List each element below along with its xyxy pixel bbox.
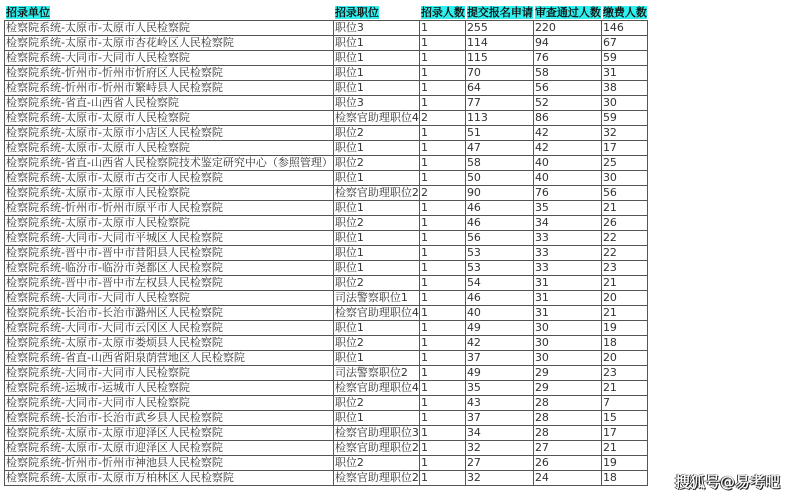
cell-paid: 146: [601, 21, 647, 36]
table-row: [5, 381, 648, 396]
cell-paid: 31: [601, 66, 647, 81]
cell-unit: 检察院系统-大同市-大同市人民检察院: [5, 396, 334, 411]
cell-approved: 42: [533, 126, 601, 141]
cell-position: 检察官助理职位2: [334, 441, 419, 454]
cell-position: 职位1: [333, 201, 419, 216]
cell-paid: 20: [601, 351, 647, 366]
cell-approved: 27: [533, 441, 601, 456]
cell-applications: 46: [465, 201, 533, 216]
cell-unit: 检察院系统-忻州市-忻州市忻府区人民检察院: [5, 66, 334, 81]
cell-position: 职位2: [333, 276, 419, 291]
cell-quota: 1: [419, 366, 465, 381]
cell-quota: 1: [419, 441, 465, 456]
table-row: [5, 231, 648, 246]
cell-applications: 49: [465, 321, 533, 336]
cell-applications: 90: [465, 186, 533, 201]
cell-applications: 51: [465, 126, 533, 141]
cell-applications: 42: [465, 336, 533, 351]
cell-quota: 1: [419, 321, 465, 336]
cell-applications: 49: [465, 366, 533, 381]
cell-position: 检察官助理职位2: [334, 186, 419, 199]
cell-paid: 17: [601, 426, 647, 441]
cell-position: 检察官助理职位2: [334, 471, 419, 484]
cell-approved: 33: [533, 246, 601, 261]
cell-approved: 28: [533, 396, 601, 411]
cell-quota: 1: [419, 231, 465, 246]
cell-position: 检察官助理职位3: [334, 426, 419, 439]
header-paid: 缴费人数: [602, 6, 647, 19]
cell-unit: 检察院系统-运城市-运城市人民检察院: [5, 381, 334, 396]
table-row: [5, 36, 648, 51]
cell-quota: 1: [419, 216, 465, 231]
cell-applications: 56: [465, 231, 533, 246]
cell-applications: 255: [465, 21, 533, 36]
cell-unit: 检察院系统-忻州市-忻州市原平市人民检察院: [5, 201, 334, 216]
cell-quota: 1: [419, 411, 465, 426]
cell-position: 检察官助理职位4: [334, 111, 419, 124]
cell-approved: 34: [533, 216, 601, 231]
cell-unit: 检察院系统-大同市-大同市人民检察院: [5, 291, 334, 306]
table-row: [5, 411, 648, 426]
cell-quota: 1: [419, 246, 465, 261]
cell-quota: 1: [419, 21, 465, 36]
cell-quota: 1: [419, 306, 465, 321]
cell-approved: 86: [533, 111, 601, 126]
cell-unit: 检察院系统-太原市-太原市人民检察院: [5, 216, 334, 231]
cell-approved: 29: [533, 366, 601, 381]
cell-position: 职位1: [333, 351, 419, 366]
cell-unit: 检察院系统-大同市-大同市云冈区人民检察院: [5, 321, 334, 336]
table-row: [5, 336, 648, 351]
cell-unit: 检察院系统-忻州市-忻州市神池县人民检察院: [5, 456, 334, 471]
cell-paid: 26: [601, 216, 647, 231]
cell-applications: 47: [465, 141, 533, 156]
cell-paid: 30: [601, 96, 647, 111]
cell-approved: 33: [533, 231, 601, 246]
cell-paid: 21: [601, 276, 647, 291]
cell-paid: 19: [601, 456, 647, 471]
cell-paid: 21: [601, 441, 647, 456]
cell-unit: 检察院系统-长治市-长治市武乡县人民检察院: [5, 411, 334, 426]
cell-approved: 30: [533, 336, 601, 351]
recruitment-table: [4, 5, 648, 486]
cell-position: 职位1: [333, 141, 419, 156]
cell-applications: 58: [465, 156, 533, 171]
cell-unit: 检察院系统-晋中市-晋中市左权县人民检察院: [5, 276, 334, 291]
cell-position: 职位1: [333, 231, 419, 246]
cell-paid: 25: [601, 156, 647, 171]
cell-paid: 20: [601, 291, 647, 306]
cell-unit: 检察院系统-太原市-太原市人民检察院: [5, 186, 334, 201]
table-row: [5, 141, 648, 156]
table-row: [5, 156, 648, 171]
cell-quota: 1: [419, 171, 465, 186]
cell-unit: 检察院系统-太原市-太原市迎泽区人民检察院: [5, 441, 334, 456]
cell-applications: 32: [465, 441, 533, 456]
cell-paid: 21: [601, 381, 647, 396]
cell-paid: 17: [601, 141, 647, 156]
cell-position: 职位1: [333, 261, 419, 276]
cell-approved: 42: [533, 141, 601, 156]
cell-paid: 19: [601, 321, 647, 336]
table-row: [5, 471, 648, 486]
cell-unit: 检察院系统-太原市-太原市万柏林区人民检察院: [5, 471, 334, 486]
cell-quota: 1: [419, 51, 465, 66]
table-row: [5, 111, 648, 126]
cell-applications: 37: [465, 351, 533, 366]
cell-unit: 检察院系统-临汾市-临汾市尧都区人民检察院: [5, 261, 334, 276]
cell-paid: 59: [601, 111, 647, 126]
table-row: [5, 186, 648, 201]
cell-position: 职位1: [333, 411, 419, 426]
cell-approved: 30: [533, 351, 601, 366]
table-row: [5, 96, 648, 111]
cell-applications: 70: [465, 66, 533, 81]
cell-quota: 1: [419, 396, 465, 411]
cell-applications: 34: [465, 426, 533, 441]
cell-quota: 1: [419, 261, 465, 276]
cell-applications: 114: [465, 36, 533, 51]
table-row: [5, 456, 648, 471]
table-row: [5, 306, 648, 321]
cell-position: 职位1: [333, 81, 419, 96]
cell-approved: 58: [533, 66, 601, 81]
cell-applications: 53: [465, 261, 533, 276]
table-row: [5, 426, 648, 441]
table-row: [5, 126, 648, 141]
cell-quota: 1: [419, 351, 465, 366]
cell-unit: 检察院系统-大同市-大同市人民检察院: [5, 366, 334, 381]
cell-unit: 检察院系统-晋中市-晋中市昔阳县人民检察院: [5, 246, 334, 261]
table-row: [5, 51, 648, 66]
table-row: [5, 351, 648, 366]
cell-quota: 1: [419, 456, 465, 471]
cell-position: 职位2: [333, 126, 419, 141]
cell-unit: 检察院系统-长治市-长治市潞州区人民检察院: [5, 306, 334, 321]
cell-quota: 1: [419, 81, 465, 96]
cell-approved: 28: [533, 426, 601, 441]
cell-quota: 1: [419, 141, 465, 156]
cell-approved: 40: [533, 171, 601, 186]
cell-unit: 检察院系统-大同市-大同市人民检察院: [5, 51, 334, 66]
cell-position: 职位2: [333, 216, 419, 231]
cell-applications: 115: [465, 51, 533, 66]
header-position: 招录职位: [333, 6, 419, 21]
cell-paid: 23: [601, 366, 647, 381]
header-quota: 招录人数: [420, 6, 465, 19]
cell-paid: 18: [601, 336, 647, 351]
cell-approved: 94: [533, 36, 601, 51]
cell-position: 职位1: [333, 66, 419, 81]
cell-applications: 113: [465, 111, 533, 126]
cell-approved: 220: [533, 21, 601, 36]
cell-unit: 检察院系统-太原市-太原市娄烦县人民检察院: [5, 336, 334, 351]
cell-position: 司法警察职位2: [333, 366, 419, 381]
table-row: [5, 291, 648, 306]
cell-quota: 1: [419, 126, 465, 141]
cell-approved: 31: [533, 306, 601, 321]
cell-unit: 检察院系统-大同市-大同市平城区人民检察院: [5, 231, 334, 246]
table-row: [5, 396, 648, 411]
cell-position: 职位1: [333, 36, 419, 51]
cell-paid: 56: [601, 186, 647, 201]
cell-quota: 1: [419, 426, 465, 441]
cell-unit: 检察院系统-太原市-太原市人民检察院: [5, 21, 334, 36]
cell-approved: 35: [533, 201, 601, 216]
table-row: [5, 366, 648, 381]
cell-paid: 18: [601, 471, 647, 486]
cell-applications: 32: [465, 471, 533, 486]
table-row: [5, 321, 648, 336]
cell-quota: 1: [419, 291, 465, 306]
cell-unit: 检察院系统-忻州市-忻州市繁峙县人民检察院: [5, 81, 334, 96]
cell-applications: 46: [465, 291, 533, 306]
table-row: [5, 21, 648, 36]
cell-position: 司法警察职位1: [333, 291, 419, 306]
cell-position: 职位2: [333, 156, 419, 171]
cell-unit: 检察院系统-太原市-太原市杏花岭区人民检察院: [5, 36, 334, 51]
cell-quota: 1: [419, 336, 465, 351]
cell-paid: 38: [601, 81, 647, 96]
cell-position: 职位2: [333, 396, 419, 411]
cell-paid: 15: [601, 411, 647, 426]
cell-approved: 28: [533, 411, 601, 426]
cell-quota: 1: [419, 96, 465, 111]
cell-position: 职位2: [333, 336, 419, 351]
table-row: [5, 171, 648, 186]
cell-position: 职位2: [333, 456, 419, 471]
cell-quota: 1: [419, 36, 465, 51]
cell-approved: 31: [533, 291, 601, 306]
cell-position: 检察官助理职位4: [334, 306, 419, 319]
cell-approved: 56: [533, 81, 601, 96]
cell-unit: 检察院系统-太原市-太原市古交市人民检察院: [5, 171, 334, 186]
cell-applications: 77: [465, 96, 533, 111]
cell-position: 职位1: [333, 321, 419, 336]
cell-approved: 76: [533, 186, 601, 201]
cell-approved: 26: [533, 456, 601, 471]
cell-position: 职位1: [333, 51, 419, 66]
cell-quota: 2: [419, 111, 465, 126]
table-row: [5, 261, 648, 276]
cell-applications: 27: [465, 456, 533, 471]
cell-quota: 1: [419, 66, 465, 81]
cell-approved: 30: [533, 321, 601, 336]
table-row: [5, 441, 648, 456]
cell-quota: 1: [419, 156, 465, 171]
cell-applications: 53: [465, 246, 533, 261]
cell-position: 检察官助理职位4: [334, 381, 419, 394]
cell-unit: 检察院系统-太原市-太原市小店区人民检察院: [5, 126, 334, 141]
cell-applications: 40: [465, 306, 533, 321]
watermark: 搜狐号@易考吧: [674, 473, 780, 491]
table-row: [5, 81, 648, 96]
cell-approved: 52: [533, 96, 601, 111]
cell-applications: 50: [465, 171, 533, 186]
cell-quota: 1: [419, 276, 465, 291]
table-row: [5, 201, 648, 216]
header-unit: 招录单位: [5, 6, 334, 21]
cell-position: 职位1: [333, 171, 419, 186]
table-row: [5, 66, 648, 81]
cell-paid: 22: [601, 246, 647, 261]
cell-position: 职位3: [333, 96, 419, 111]
header-row: [5, 6, 648, 21]
cell-approved: 40: [533, 156, 601, 171]
cell-quota: 1: [419, 201, 465, 216]
cell-paid: 21: [601, 306, 647, 321]
cell-unit: 检察院系统-省直-山西省人民检察院技术鉴定研究中心（参照管理）: [6, 156, 333, 169]
cell-applications: 43: [465, 396, 533, 411]
cell-paid: 59: [601, 51, 647, 66]
header-applications: 提交报名申请: [466, 6, 533, 19]
cell-applications: 37: [465, 411, 533, 426]
cell-approved: 29: [533, 381, 601, 396]
cell-approved: 31: [533, 276, 601, 291]
cell-unit: 检察院系统-省直-山西省人民检察院: [5, 96, 334, 111]
cell-paid: 23: [601, 261, 647, 276]
cell-paid: 67: [601, 36, 647, 51]
table-row: [5, 276, 648, 291]
cell-applications: 54: [465, 276, 533, 291]
cell-approved: 76: [533, 51, 601, 66]
cell-unit: 检察院系统-省直-山西省阳泉荫营地区人民检察院: [5, 351, 334, 366]
cell-approved: 24: [533, 471, 601, 486]
cell-applications: 64: [465, 81, 533, 96]
cell-applications: 46: [465, 216, 533, 231]
cell-position: 职位3: [333, 21, 419, 36]
cell-quota: 1: [419, 381, 465, 396]
table-body: [5, 21, 648, 486]
cell-paid: 32: [601, 126, 647, 141]
cell-paid: 7: [601, 396, 647, 411]
cell-applications: 35: [465, 381, 533, 396]
cell-approved: 33: [533, 261, 601, 276]
table-row: [5, 246, 648, 261]
header-approved: 审查通过人数: [534, 6, 601, 19]
cell-unit: 检察院系统-太原市-太原市人民检察院: [5, 111, 334, 126]
cell-paid: 22: [601, 231, 647, 246]
cell-quota: 2: [419, 186, 465, 201]
cell-paid: 30: [601, 171, 647, 186]
table-row: [5, 216, 648, 231]
cell-quota: 1: [419, 471, 465, 486]
cell-unit: 检察院系统-太原市-太原市人民检察院: [5, 141, 334, 156]
cell-unit: 检察院系统-太原市-太原市迎泽区人民检察院: [5, 426, 334, 441]
cell-position: 职位1: [333, 246, 419, 261]
cell-paid: 21: [601, 201, 647, 216]
